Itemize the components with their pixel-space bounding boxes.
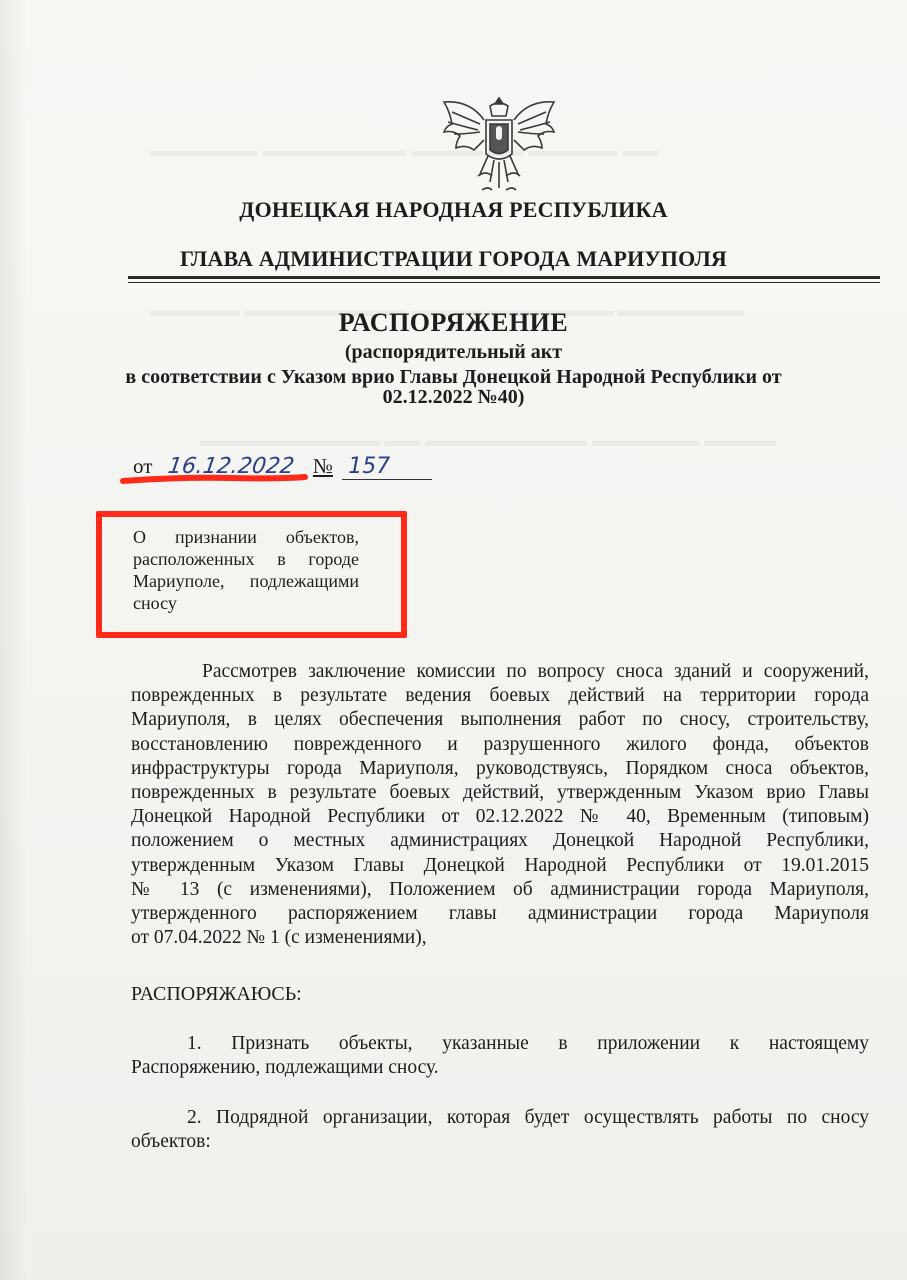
paragraph-line: 1. Признать объекты, указанные в приложении к настоящему bbox=[187, 1033, 869, 1054]
order-item-1 bbox=[131, 1032, 869, 1080]
document-subtitle-line-3: 02.12.2022 №40) bbox=[382, 386, 525, 408]
document-subtitle-line-2: в соответствии с Указом врио Главы Донецкой Народной Республики от bbox=[125, 366, 782, 388]
paragraph-line: объектов: bbox=[131, 1131, 211, 1153]
subject-line: Мариуполе, подлежащими bbox=[133, 571, 359, 591]
paragraph-line: инфраструктуры города Мариуполя, руководствуясь, Порядком сноса объектов, bbox=[131, 757, 869, 779]
paragraph-line: Донецкой Народной Республики от 02.12.2022 № 40, Временным (типовым) bbox=[131, 806, 869, 828]
subject-block bbox=[133, 526, 359, 614]
document-subtitle-line-1: (распорядительный акт bbox=[344, 341, 563, 363]
page-shadow bbox=[0, 0, 28, 1280]
paragraph-line: от 07.04.2022 № 1 (с изменениями), bbox=[131, 927, 427, 949]
republic-name: ДОНЕЦКАЯ НАРОДНАЯ РЕСПУБЛИКА bbox=[239, 197, 668, 222]
handwritten-date: 16.12.2022 bbox=[160, 454, 302, 480]
paragraph-line: утвержденным Указом Главы Донецкой Народной Республики от 19.01.2015 bbox=[131, 854, 869, 876]
paragraph-line: Распоряжению, подлежащими сносу. bbox=[131, 1057, 439, 1079]
header-rule-thin bbox=[128, 282, 880, 283]
paragraph-line: восстановлению поврежденного и разрушенного жилого фонда, объектов bbox=[131, 733, 869, 755]
paragraph-line: Рассмотрев заключение комиссии по вопросу сноса зданий и сооружений, bbox=[202, 661, 869, 682]
administration-head-title: ГЛАВА АДМИНИСТРАЦИИ ГОРОДА МАРИУПОЛЯ bbox=[179, 246, 728, 271]
subject-line: сносу bbox=[133, 593, 177, 613]
subject-line: О признании объектов, bbox=[133, 527, 359, 547]
date-from-label: от bbox=[133, 454, 153, 478]
paragraph-line: положением о местных администрациях Донецкой Народной Республики, bbox=[131, 830, 869, 852]
red-highlight-underline bbox=[120, 472, 308, 486]
paragraph-line: Мариуполя, в целях обеспечения выполнения работ по сносу, строительству, bbox=[131, 709, 869, 731]
number-label: № bbox=[312, 454, 333, 478]
bleed-through-texture bbox=[200, 430, 776, 451]
preamble-paragraph bbox=[131, 660, 869, 950]
bleed-through-texture bbox=[150, 140, 659, 161]
order-word: РАСПОРЯЖАЮСЬ: bbox=[131, 983, 302, 1005]
paragraph-line: утвержденного распоряжением главы администрации города Мариуполя bbox=[131, 903, 869, 925]
paragraph-line: 2. Подрядной организации, которая будет осуществлять работы по сносу bbox=[187, 1107, 869, 1128]
paragraph-line: № 13 (с изменениями), Положением об администрации города Мариуполя, bbox=[131, 878, 869, 900]
handwritten-number: 157 bbox=[342, 454, 432, 480]
document-type-title: РАСПОРЯЖЕНИЕ bbox=[338, 308, 569, 337]
paragraph-line: поврежденных в результате боевых действий, утвержденным Указом врио Главы bbox=[131, 782, 869, 804]
header-rule-thick bbox=[128, 276, 880, 279]
subject-line: расположенных в городе bbox=[133, 549, 359, 569]
order-item-2 bbox=[131, 1106, 869, 1154]
paragraph-line: поврежденных в результате ведения боевых действий на территории города bbox=[131, 685, 869, 707]
